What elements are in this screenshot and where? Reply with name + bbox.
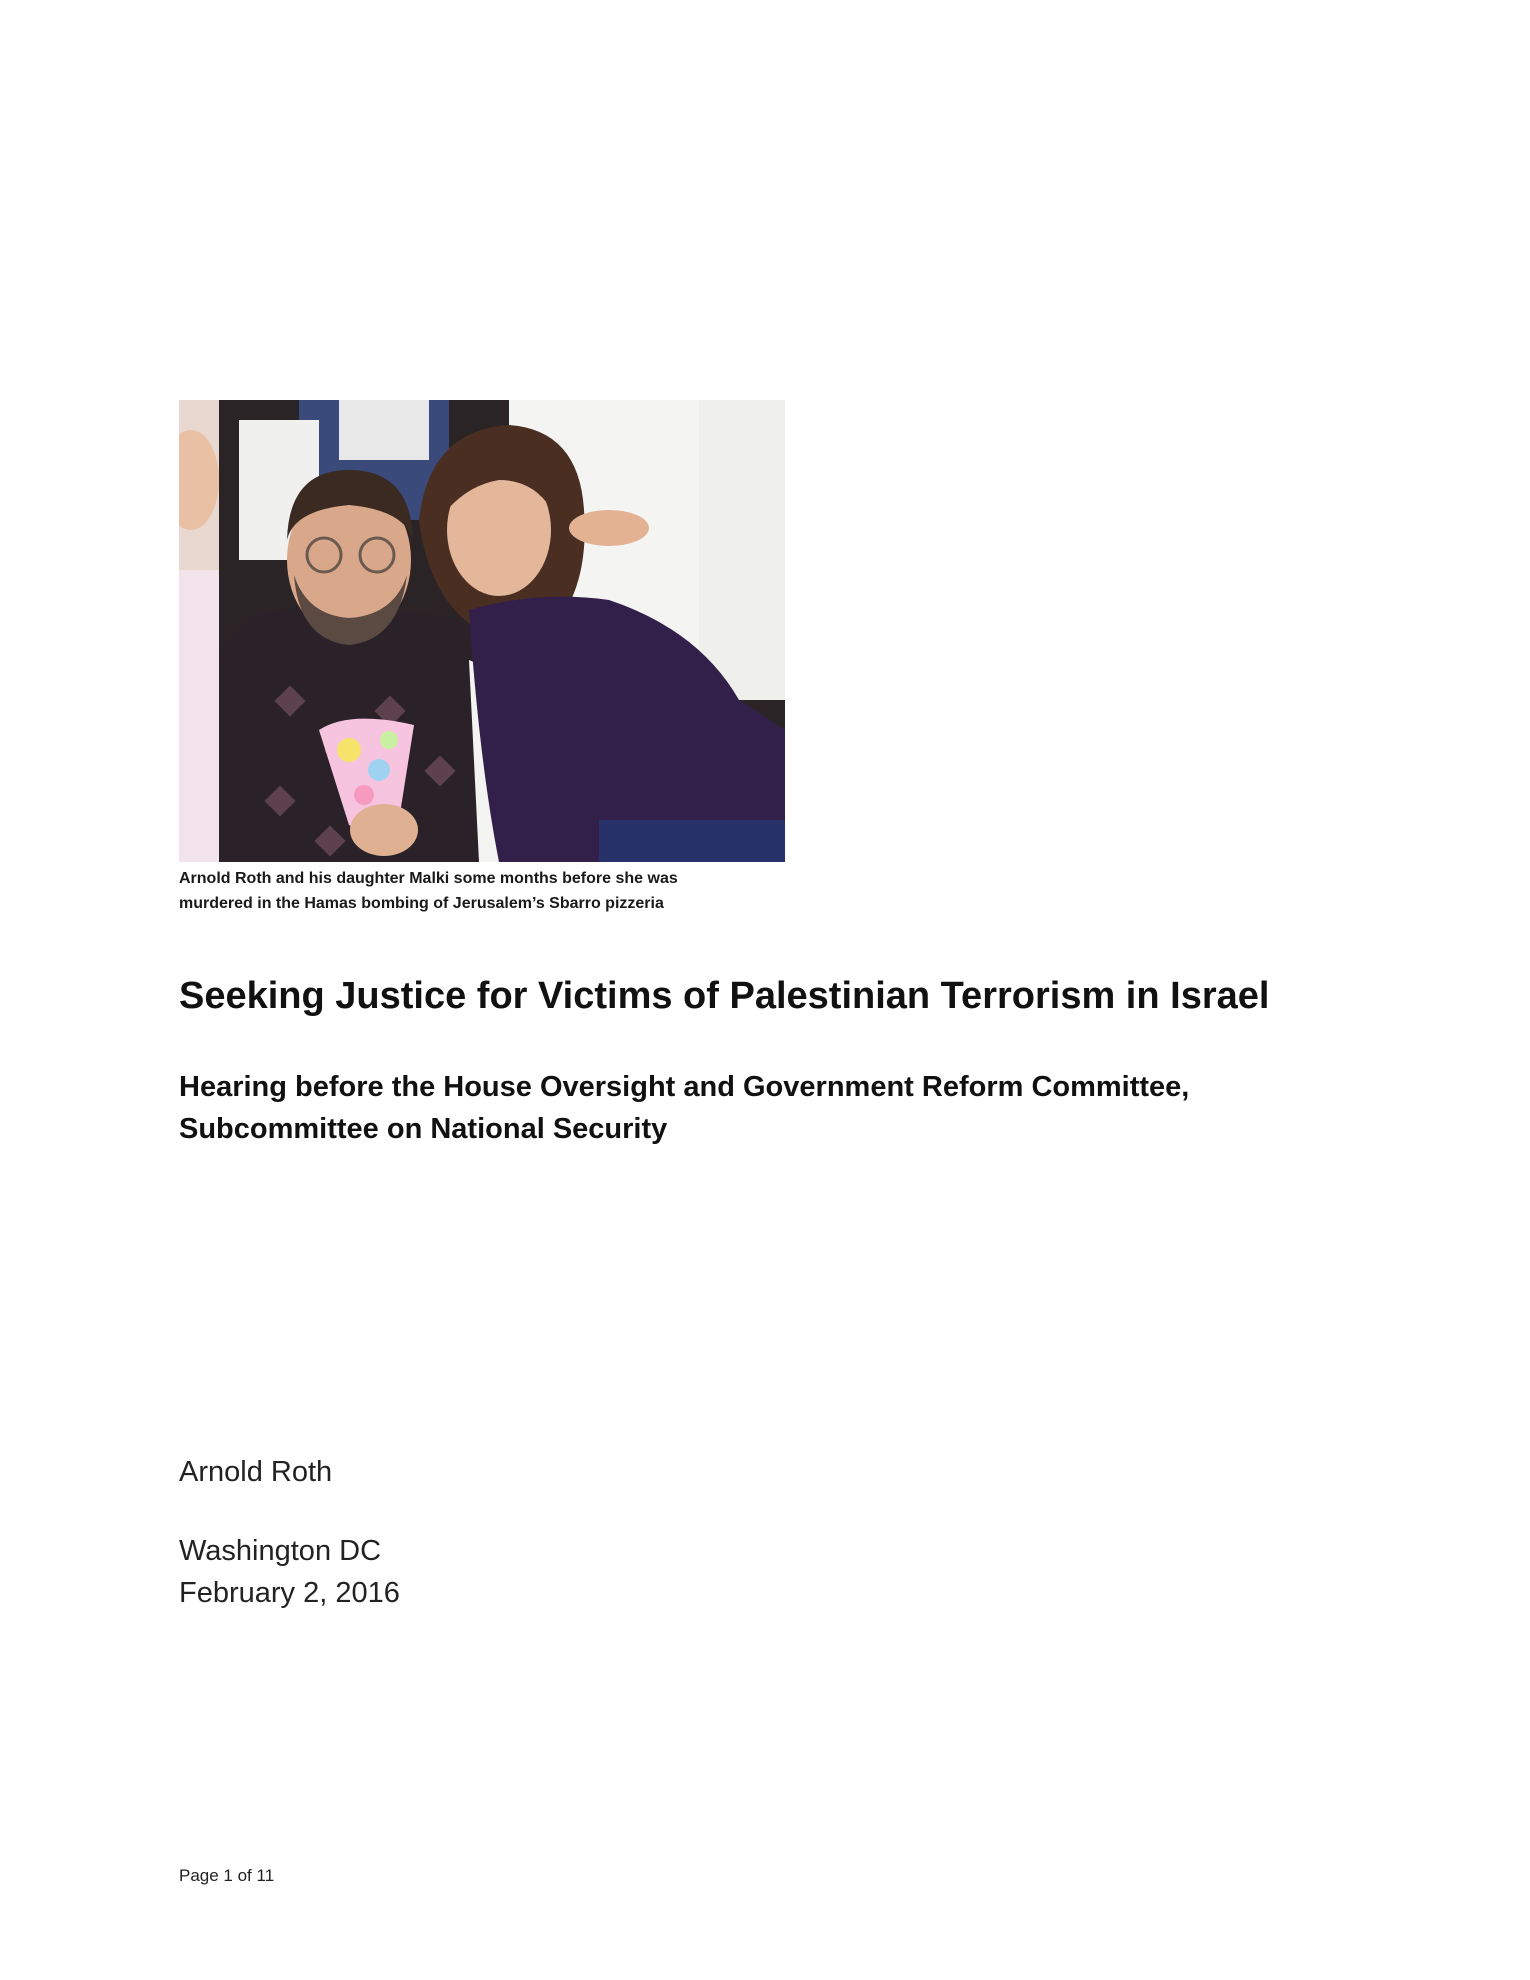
subtitle-line-2: Subcommittee on National Security [179,1113,668,1145]
date: February 2, 2016 [179,1577,400,1609]
caption-line-2: murdered in the Hamas bombing of Jerusalem’s Sbarro pizzeria [179,895,664,912]
author-name: Arnold Roth [179,1456,333,1488]
subtitle-line-1: Hearing before the House Oversight and Government Reform Committee, [179,1071,1190,1103]
document-subtitle [179,1066,1379,1150]
page-number: Page 1 of 11 [179,1866,275,1885]
location-date-block [179,1530,400,1614]
photo-illustration [179,400,785,862]
caption-line-1: Arnold Roth and his daughter Malki some months before she was [179,870,678,887]
photo-caption [179,866,799,916]
location: Washington DC [179,1535,382,1567]
document-title: Seeking Justice for Victims of Palestinian Terrorism in Israel [179,975,1270,1017]
cover-photo [179,400,785,862]
